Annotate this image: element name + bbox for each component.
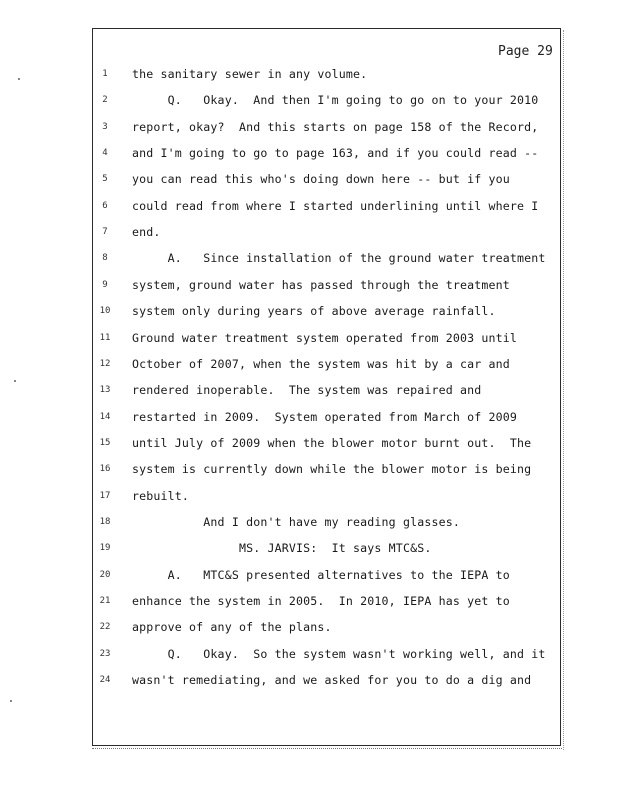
line-number: 2 — [102, 95, 108, 105]
transcript-line: October of 2007, when the system was hit by a car and — [132, 357, 510, 371]
line-number: 10 — [99, 306, 111, 316]
scan-speck — [14, 380, 16, 382]
line-number: 14 — [99, 412, 111, 422]
line-number: 8 — [102, 253, 108, 263]
transcript-line: end. — [132, 225, 161, 239]
line-number: 18 — [99, 517, 111, 527]
bottom-border-dotted — [92, 748, 562, 750]
line-number: 21 — [99, 596, 111, 606]
line-number: 11 — [99, 333, 111, 343]
transcript-line: the sanitary sewer in any volume. — [132, 67, 368, 81]
line-number: 23 — [99, 649, 111, 659]
transcript-line: you can read this who's doing down here -- but if you — [132, 172, 510, 186]
transcript-line: And I don't have my reading glasses. — [132, 515, 460, 529]
line-number: 12 — [99, 359, 111, 369]
transcript-line: until July of 2009 when the blower motor burnt out. The — [132, 436, 532, 450]
line-number: 19 — [99, 543, 111, 553]
line-number: 15 — [99, 438, 111, 448]
transcript-line: enhance the system in 2005. In 2010, IEPA has yet to — [132, 594, 510, 608]
line-number: 4 — [102, 148, 108, 158]
transcript-line: rebuilt. — [132, 489, 190, 503]
transcript-line: and I'm going to go to page 163, and if you could read -- — [132, 146, 539, 160]
transcript-line: approve of any of the plans. — [132, 620, 332, 634]
page-number: Page 29 — [498, 44, 553, 59]
transcript-line: system is currently down while the blower motor is being — [132, 462, 532, 476]
transcript-line: system, ground water has passed through the treatment — [132, 278, 510, 292]
line-number: 17 — [99, 491, 111, 501]
line-number: 16 — [99, 464, 111, 474]
scan-speck — [18, 78, 20, 80]
line-number: 13 — [99, 385, 111, 395]
transcript-line: Q. Okay. And then I'm going to go on to your 2010 — [132, 93, 539, 107]
line-number: 9 — [102, 280, 108, 290]
line-number: 1 — [102, 69, 108, 79]
transcript-line: rendered inoperable. The system was repaired and — [132, 383, 482, 397]
line-number: 5 — [102, 174, 108, 184]
right-margin-dots — [563, 30, 565, 750]
transcript-line: restarted in 2009. System operated from March of 2009 — [132, 410, 518, 424]
transcript-line: could read from where I started underlining until where I — [132, 199, 539, 213]
transcript-line: A. Since installation of the ground water treatment — [132, 251, 546, 265]
transcript-line: Ground water treatment system operated from 2003 until — [132, 331, 518, 345]
transcript-line: wasn't remediating, and we asked for you to do a dig and — [132, 673, 532, 687]
line-number: 3 — [102, 122, 108, 132]
transcript-line: Q. Okay. So the system wasn't working well, and it — [132, 647, 546, 661]
line-number: 6 — [102, 201, 108, 211]
line-number: 22 — [99, 622, 111, 632]
transcript-line: MS. JARVIS: It says MTC&S. — [132, 541, 432, 555]
line-number: 7 — [102, 227, 108, 237]
transcript-line: system only during years of above average rainfall. — [132, 304, 496, 318]
line-number: 20 — [99, 570, 111, 580]
line-number: 24 — [99, 675, 111, 685]
transcript-line: report, okay? And this starts on page 158 of the Record, — [132, 120, 539, 134]
scan-speck — [10, 700, 12, 702]
transcript-line: A. MTC&S presented alternatives to the IEPA to — [132, 568, 510, 582]
